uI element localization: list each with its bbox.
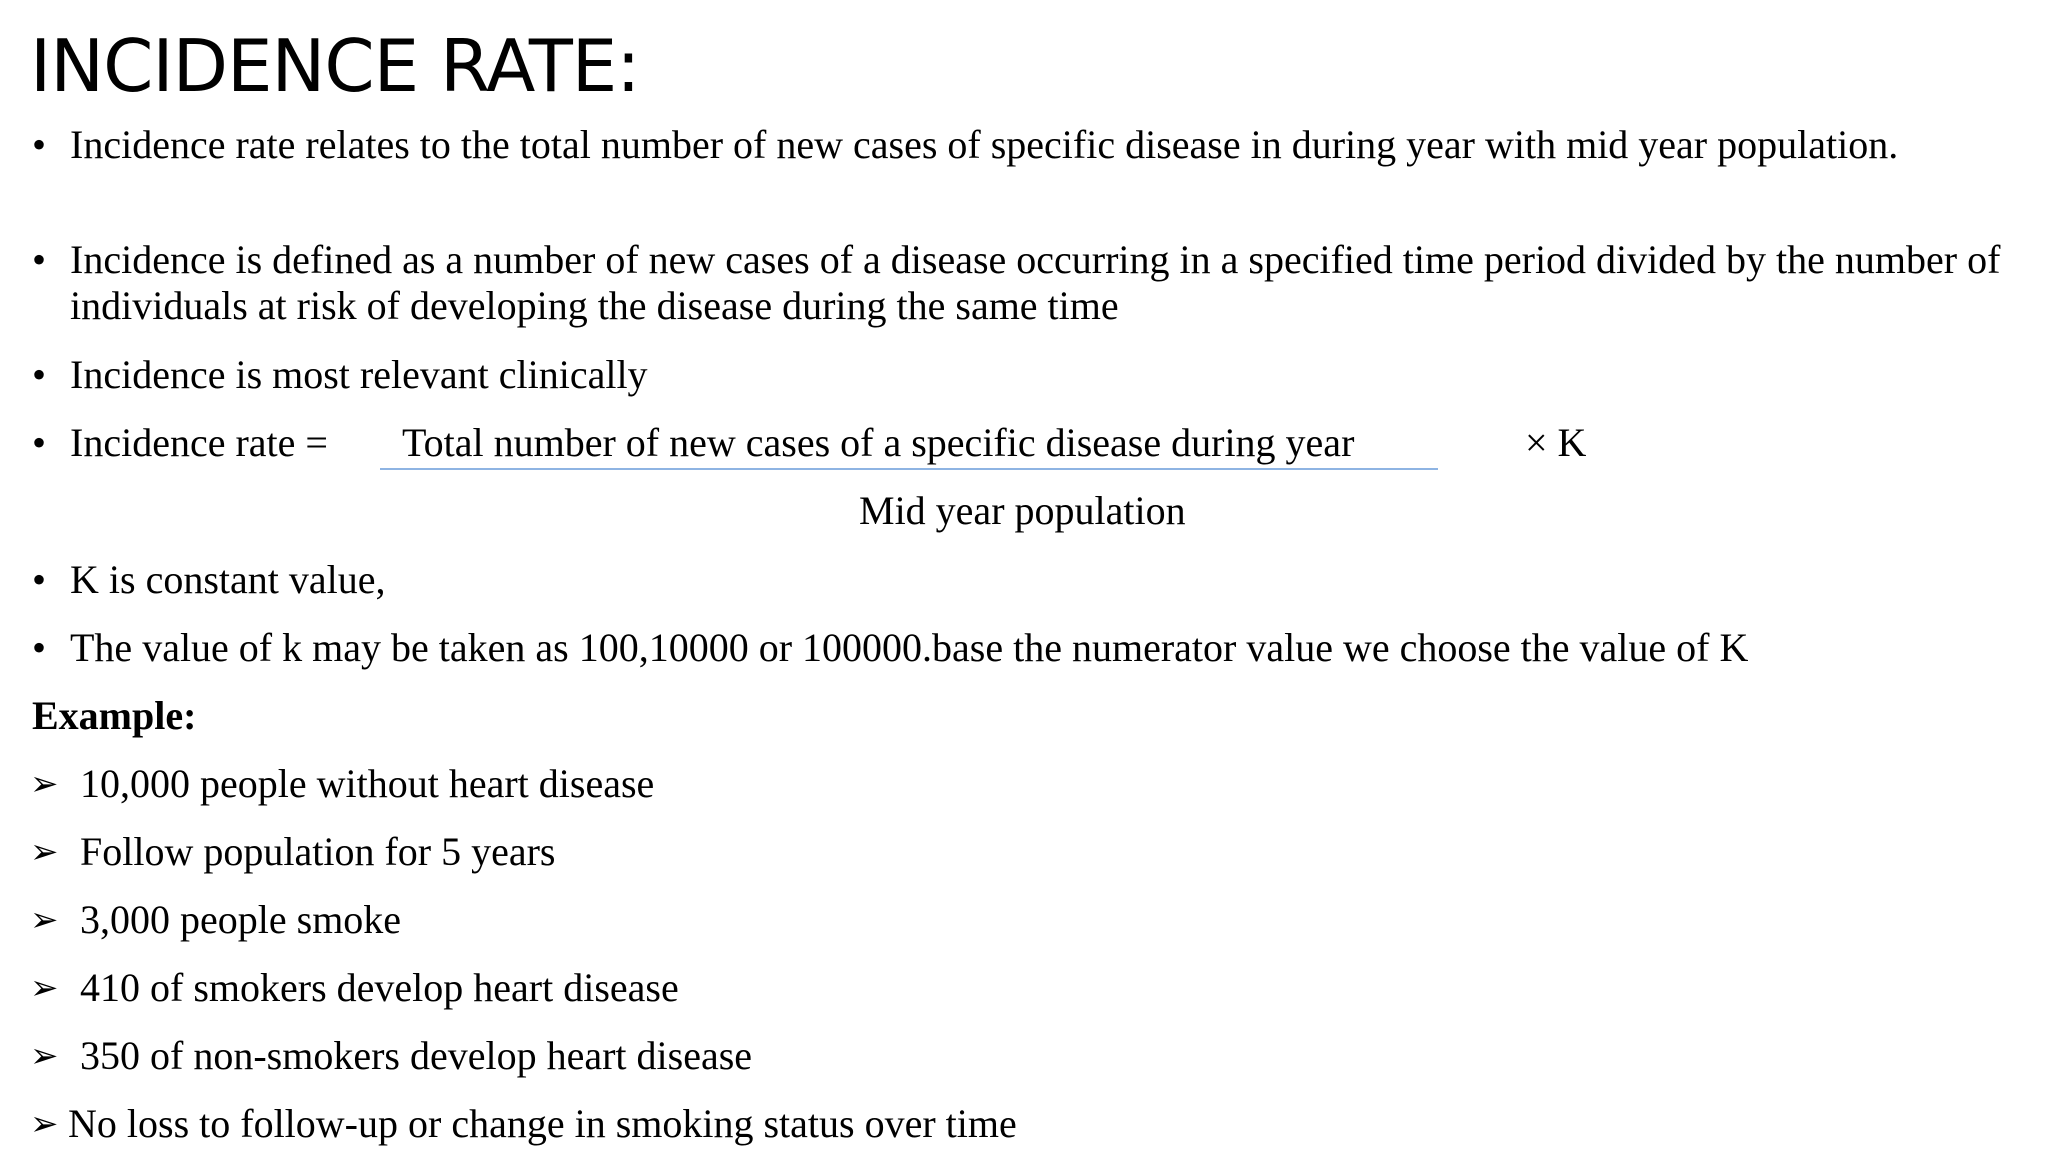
arrow-bullet-icon: ➢ <box>30 1104 59 1144</box>
arrow-bullet-icon: ➢ <box>30 764 59 804</box>
formula-denominator: Mid year population <box>859 488 1186 533</box>
example-item: No loss to follow-up or change in smoking status over time <box>68 1101 1017 1146</box>
bullet-marker: • <box>32 625 47 670</box>
arrow-bullet-icon: ➢ <box>30 832 59 872</box>
bullet-text-k-values: The value of k may be taken as 100,10000 or 100000.base the numerator value we choose the value of K <box>70 625 1749 670</box>
bullet-text-incidence-definition: Incidence is defined as a number of new cases of a disease occurring in a specified time period divided by the number of individuals at risk of developing the disease during the same time <box>70 237 2001 328</box>
formula-numerator: Total number of new cases of a specific disease during year <box>402 420 1355 465</box>
arrow-bullet-icon: ➢ <box>30 968 59 1008</box>
bullet-marker: • <box>32 557 47 602</box>
example-item: 3,000 people smoke <box>80 897 402 942</box>
example-item: 10,000 people without heart disease <box>80 761 655 806</box>
arrow-bullet-icon: ➢ <box>30 1036 59 1076</box>
example-item: 350 of non-smokers develop heart disease <box>80 1033 753 1078</box>
bullet-marker: • <box>32 237 47 282</box>
bullet-marker: • <box>32 122 47 167</box>
fraction-line <box>380 468 1438 470</box>
bullet-marker: • <box>32 420 47 465</box>
bullet-text-k-constant: K is constant value, <box>70 557 386 602</box>
formula-label: Incidence rate = <box>70 420 328 465</box>
bullet-marker: • <box>32 352 47 397</box>
formula-multiplier: × K <box>1525 420 1587 465</box>
bullet-text-incidence-rate-relation: Incidence rate relates to the total number of new cases of specific disease in during year with mid year population. <box>70 122 1899 167</box>
example-heading: Example: <box>32 693 197 738</box>
slide-title: INCIDENCE RATE: <box>30 24 640 108</box>
arrow-bullet-icon: ➢ <box>30 900 59 940</box>
example-item: Follow population for 5 years <box>80 829 556 874</box>
bullet-text-clinical-relevance: Incidence is most relevant clinically <box>70 352 648 397</box>
example-item: 410 of smokers develop heart disease <box>80 965 679 1010</box>
